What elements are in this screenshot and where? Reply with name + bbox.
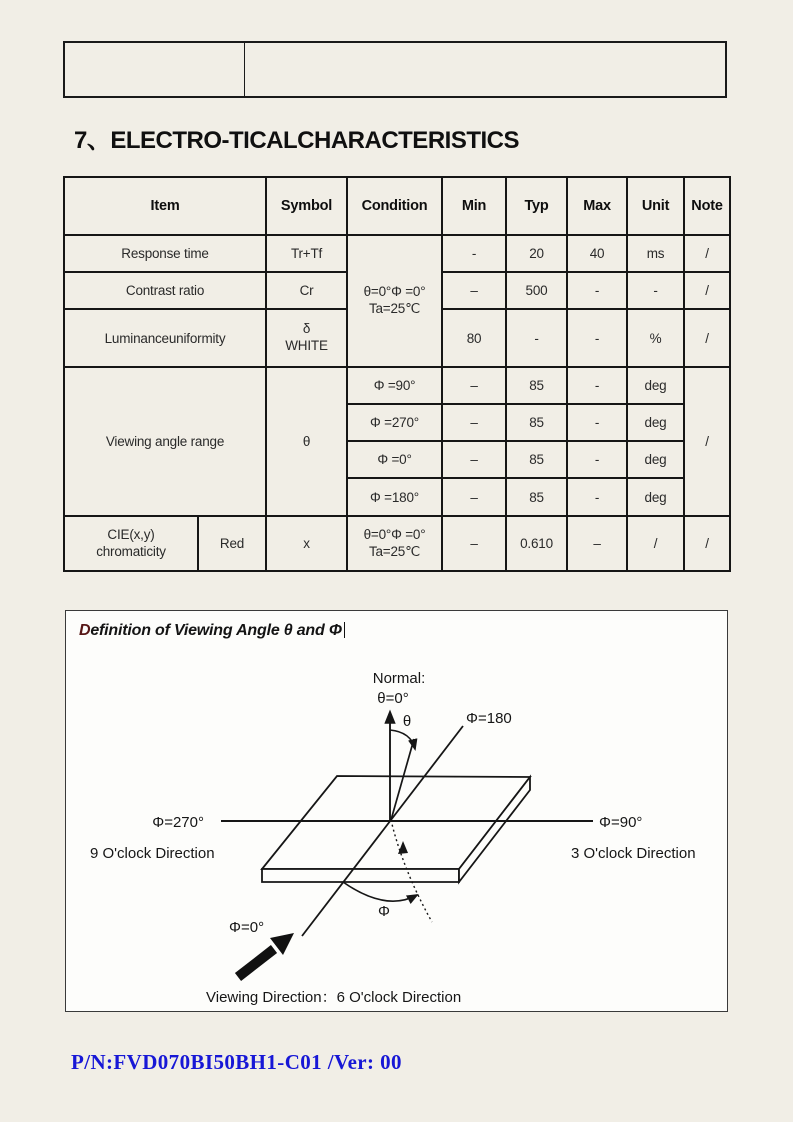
header-table-right-cell — [245, 43, 725, 96]
typ-cell: 20 — [506, 235, 567, 272]
condition-line1: θ=0°Φ =0° — [363, 284, 426, 300]
theta-label: θ — [402, 713, 412, 730]
color-cell: Red — [198, 516, 266, 571]
normal-label-line1: Normal: — [372, 670, 426, 687]
unit-cell: / — [627, 516, 684, 571]
max-cell: - — [567, 478, 627, 516]
item-cell: Luminanceuniformity — [64, 309, 266, 367]
col-header-note: Note — [684, 177, 730, 235]
phi-0-label: Φ=0° — [229, 919, 265, 936]
phi-arc-label: Φ — [378, 903, 390, 920]
unit-cell: deg — [627, 441, 684, 478]
unit-cell: deg — [627, 478, 684, 516]
condition-line2: Ta=25℃ — [368, 301, 421, 316]
item-line2: chromaticity — [96, 543, 166, 559]
col-header-symbol: Symbol — [266, 177, 347, 235]
col-header-item: Item — [64, 177, 266, 235]
symbol-cell: Tr+Tf — [266, 235, 347, 272]
col-header-min: Min — [442, 177, 506, 235]
viewing-direction-arrow — [238, 933, 294, 977]
phi-270-label: Φ=270° — [152, 814, 204, 831]
symbol-cell: x — [266, 516, 347, 571]
unit-cell: ms — [627, 235, 684, 272]
condition-cell: Φ =270° — [347, 404, 442, 441]
col-header-typ: Typ — [506, 177, 567, 235]
unit-cell: deg — [627, 367, 684, 404]
condition-line2: Ta=25℃ — [368, 543, 421, 559]
symbol-line1: δ — [302, 321, 311, 337]
typ-cell: - — [506, 309, 567, 367]
condition-cell — [347, 516, 442, 571]
typ-cell: 85 — [506, 478, 567, 516]
note-cell: / — [684, 272, 730, 309]
diagram-title-text: Definition of Viewing Angle θ and Φ — [79, 622, 342, 639]
phi-arc — [343, 882, 417, 901]
symbol-line2: WHITE — [285, 338, 328, 353]
col-header-condition: Condition — [347, 177, 442, 235]
typ-cell: 0.610 — [506, 516, 567, 571]
header-table-left-cell — [65, 43, 245, 96]
condition-cell: Φ =0° — [347, 441, 442, 478]
direction-9-oclock-label: 9 O'clock Direction — [90, 845, 215, 862]
table-row — [64, 235, 730, 272]
table-row — [64, 516, 730, 571]
unit-cell: % — [627, 309, 684, 367]
item-cell: Response time — [64, 235, 266, 272]
max-cell: – — [567, 516, 627, 571]
direction-3-oclock-label: 3 O'clock Direction — [571, 845, 696, 862]
item-line1: CIE(x,y) — [107, 526, 155, 542]
part-number: P/N:FVD070BI50BH1-C01 /Ver: 00 — [71, 1050, 402, 1074]
max-cell: - — [567, 367, 627, 404]
phi-90-label: Φ=90° — [599, 814, 643, 831]
min-cell: 80 — [442, 309, 506, 367]
note-cell: / — [684, 367, 730, 516]
max-cell: - — [567, 441, 627, 478]
condition-cell — [347, 235, 442, 367]
item-cell — [64, 516, 198, 571]
symbol-cell: Cr — [266, 272, 347, 309]
phi-180-label: Φ=180 — [466, 710, 512, 727]
item-cell: Contrast ratio — [64, 272, 266, 309]
header-table — [63, 41, 727, 98]
min-cell: – — [442, 272, 506, 309]
typ-cell: 500 — [506, 272, 567, 309]
table-header-row — [64, 177, 730, 235]
note-cell: / — [684, 309, 730, 367]
viewing-direction-label: Viewing Direction：6 O'clock Direction — [206, 989, 462, 1006]
typ-cell: 85 — [506, 404, 567, 441]
symbol-cell — [266, 309, 347, 367]
electro-optical-table — [63, 176, 731, 572]
condition-cell: Φ =90° — [347, 367, 442, 404]
col-header-max: Max — [567, 177, 627, 235]
min-cell: – — [442, 404, 506, 441]
unit-cell: - — [627, 272, 684, 309]
max-cell: - — [567, 272, 627, 309]
max-cell: - — [567, 404, 627, 441]
typ-cell: 85 — [506, 367, 567, 404]
max-cell: - — [567, 309, 627, 367]
condition-line1: θ=0°Φ =0° — [363, 526, 426, 542]
min-cell: - — [442, 235, 506, 272]
table-row — [64, 367, 730, 404]
note-cell: / — [684, 235, 730, 272]
min-cell: – — [442, 367, 506, 404]
symbol-cell: θ — [266, 367, 347, 516]
unit-cell: deg — [627, 404, 684, 441]
typ-cell: 85 — [506, 441, 567, 478]
note-cell: / — [684, 516, 730, 571]
max-cell: 40 — [567, 235, 627, 272]
viewing-angle-diagram — [65, 610, 728, 1012]
diagram-title — [79, 622, 345, 640]
lcd-panel-shape — [262, 776, 530, 882]
col-header-unit: Unit — [627, 177, 684, 235]
min-cell: – — [442, 478, 506, 516]
text-cursor — [344, 622, 345, 638]
min-cell: – — [442, 441, 506, 478]
section-heading: 7、ELECTRO-TICALCHARACTERISTICS — [74, 127, 519, 154]
item-cell: Viewing angle range — [64, 367, 266, 516]
condition-cell: Φ =180° — [347, 478, 442, 516]
viewing-angle-figure — [66, 611, 727, 1011]
min-cell: – — [442, 516, 506, 571]
normal-label-line2: θ=0° — [377, 690, 409, 707]
